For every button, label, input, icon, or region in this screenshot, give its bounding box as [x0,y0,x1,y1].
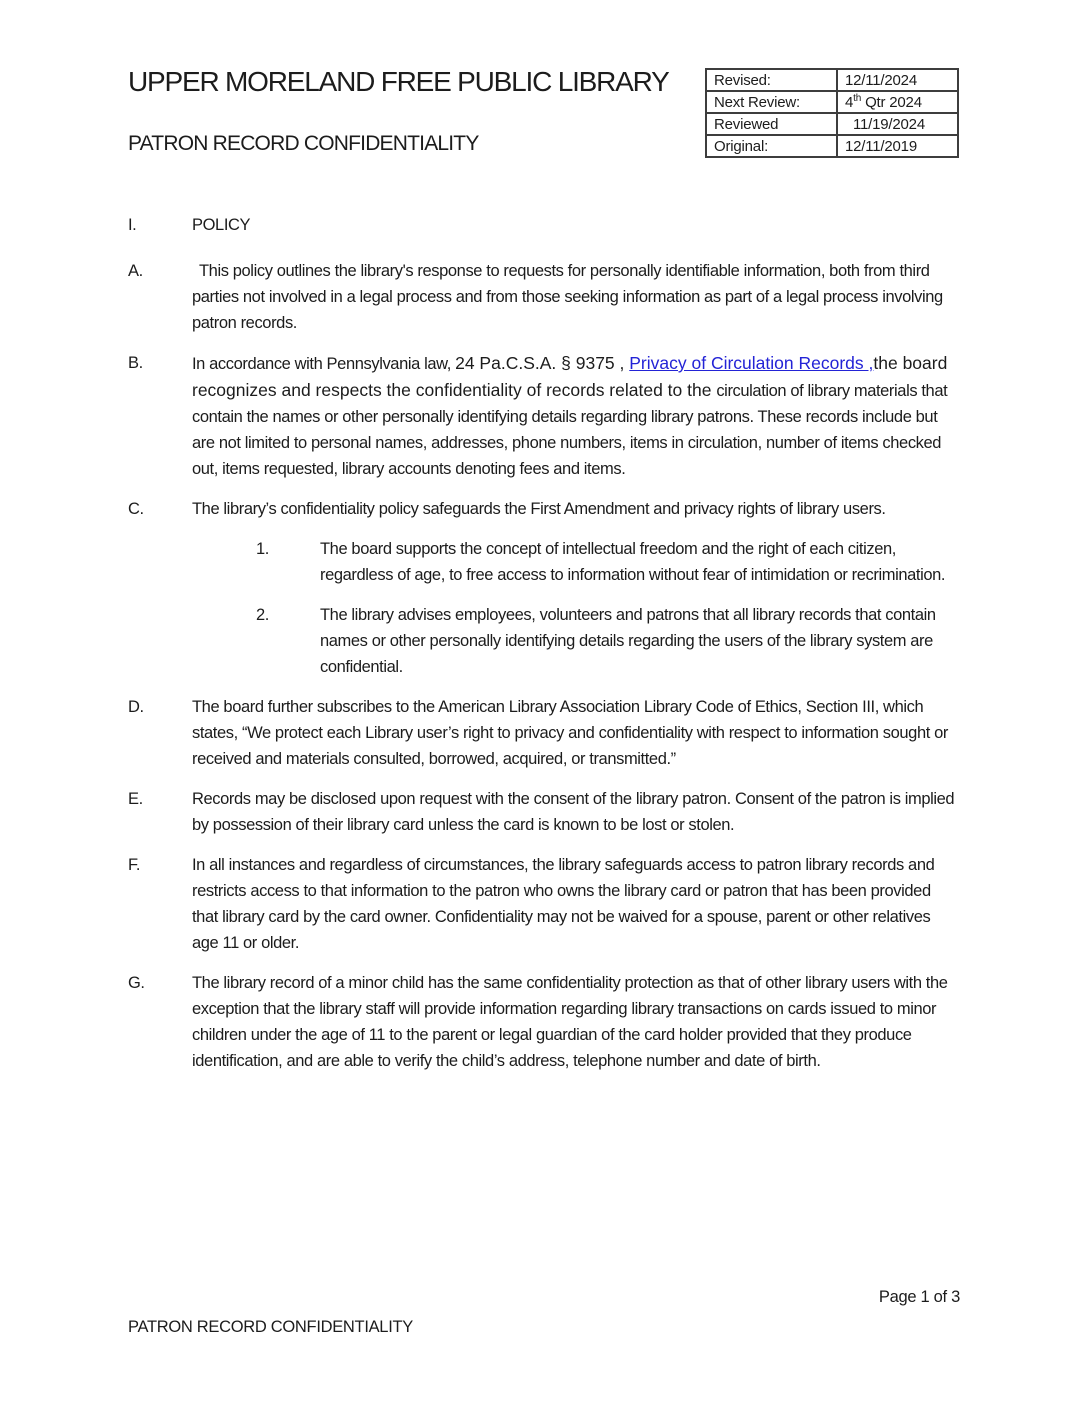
page-title: UPPER MORELAND FREE PUBLIC LIBRARY [128,66,669,97]
subitem-number: 2. [256,606,269,624]
privacy-circulation-records-link[interactable]: Privacy of Circulation Records , [629,353,874,373]
revision-row-original [706,135,958,157]
item-text: In all instances and regardless of circumstances, the library safeguards access to patron library records and restricts access to that information to the patron who owns the library card or patron that has been provided that library card by the card owner. Confidentiality may not be waived for a spouse, parent or other relatives age 11 or older. [192,856,935,952]
policy-item-b [128,350,960,482]
section-heading [128,212,960,238]
footer-page-number: Page 1 of 3 [878,1288,960,1306]
item-letter: B. [128,354,143,372]
item-text: The library’s confidentiality policy safeguards the First Amendment and privacy rights of library users. [192,500,886,518]
revision-table [705,68,959,158]
item-text: Records may be disclosed upon request with the consent of the library patron. Consent of the patron is implied by possession of their library card unless the card is known to be lost or stolen. [192,790,955,834]
policy-body [128,212,960,1088]
section-number: I. [128,216,137,234]
policy-item-g [128,970,960,1074]
doc-subtitle: PATRON RECORD CONFIDENTIALITY [128,132,479,155]
revision-label: Next Review: [706,91,837,113]
revision-label: Original: [706,135,837,157]
revision-row-next-review [706,91,958,113]
item-text: This policy outlines the library's response to requests for personally identifiable information, both from third parties not involved in a legal process and from those seeking information as part of a legal process involving patron records. [192,262,943,332]
subitem-text: The board supports the concept of intellectual freedom and the right of each citizen, regardless of age, to free access to information without fear of intimidation or recrimination. [320,540,946,584]
policy-subitem-c1 [256,536,960,588]
subitem-number: 1. [256,540,269,558]
policy-item-f [128,852,960,956]
item-text: The library record of a minor child has the same confidentiality protection as that of other library users with the exception that the library staff will provide information regarding library transactions on cards issued to minor children under the age of 11 to the parent or legal guardian of the card holder provided that they produce identification, and are able to verify the child’s address, telephone number and date of birth. [192,974,948,1070]
item-letter: A. [128,262,143,280]
revision-label: Revised: [706,69,837,91]
revision-value: 11/19/2024 [837,113,958,135]
revision-row-reviewed [706,113,958,135]
policy-item-e [128,786,960,838]
revision-value: 12/11/2019 [837,135,958,157]
policy-subitem-c2 [256,602,960,680]
quarter-rest: Qtr 2024 [861,94,922,111]
revision-value: 12/11/2024 [837,69,958,91]
item-text-rest: circulation of library materials that contain the names or other personally identifying details regarding library patrons. These records include but are not limited to personal names, addresses, phone numbers, items in circulation, number of items checked out, items requested, library accounts denoting fees and items. [192,382,948,478]
revision-label: Reviewed [706,113,837,135]
item-letter: G. [128,974,145,992]
subitem-text: The library advises employees, volunteers and patrons that all library records that contain names or other personally identifying details regarding the users of the library system are confidential. [320,606,936,676]
legal-citation: 24 Pa.C.S.A. § 9375 , [455,353,630,373]
item-text [192,350,960,482]
item-letter: C. [128,500,144,518]
ordinal-suffix: th [853,93,862,104]
revision-row-revised [706,69,958,91]
quarter-number: 4 [845,94,854,111]
footer-doc-title: PATRON RECORD CONFIDENTIALITY [128,1318,413,1336]
item-letter: F. [128,856,141,874]
item-text-before-citation: In accordance with Pennsylvania law, [192,355,456,373]
item-letter: D. [128,698,144,716]
item-text: The board further subscribes to the American Library Association Library Code of Ethics, Section III, which states, “We protect each Library user’s right to privacy and confidentiality with respect to information sought or received and materials consulted, borrowed, acquired, or transmitted.” [192,698,948,768]
revision-value [837,91,958,113]
item-text-after-citation: the board recognizes and respects the confidentiality of records related to the [192,353,948,400]
policy-item-c [128,496,960,522]
item-letter: E. [128,790,143,808]
policy-item-d [128,694,960,772]
policy-item-a [128,258,960,336]
section-title: POLICY [192,216,251,234]
